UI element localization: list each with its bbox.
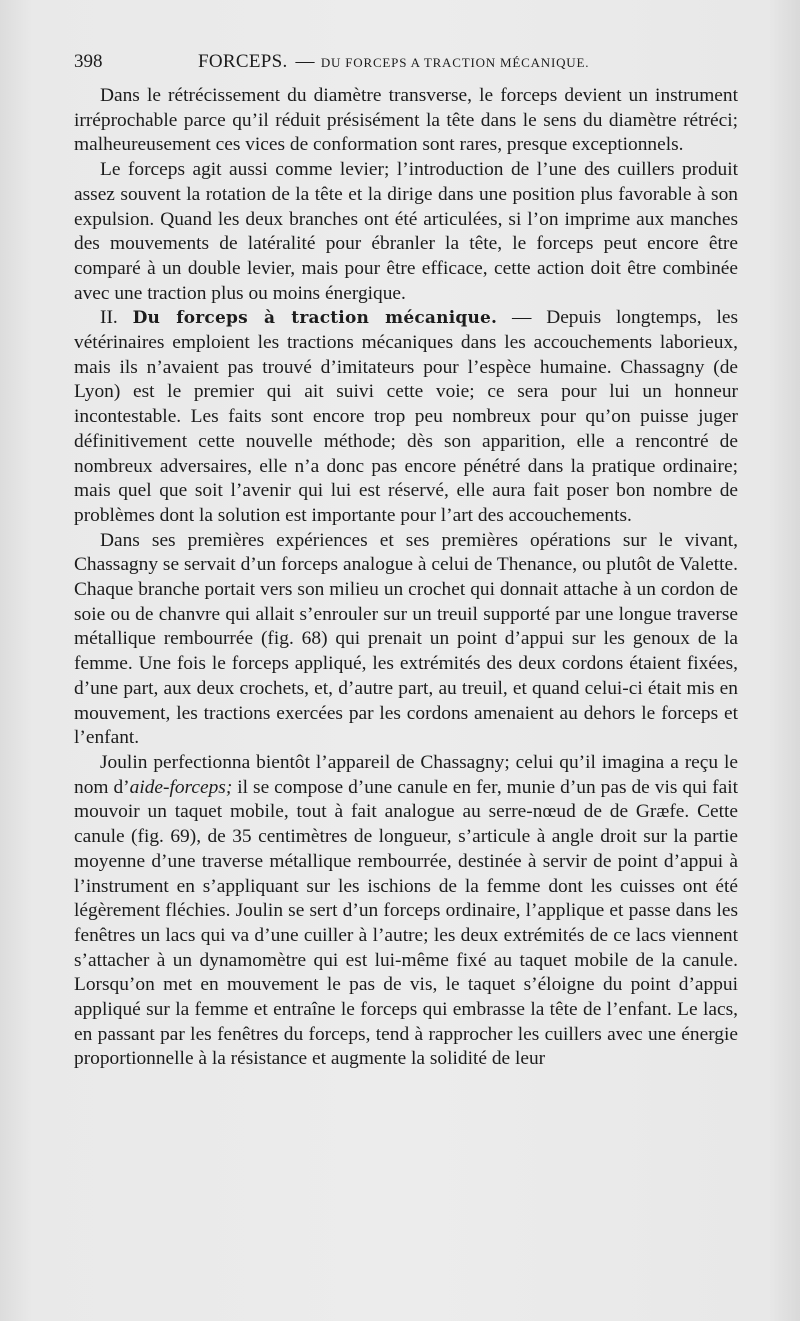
- paragraph-5-text-b: il se compose d’une canule en fer, munie d’un pas de vis qui fait mouvoir un taquet mobile, tout à fait analogue au serre-nœud de de Græfe. Cette canule (fig. 69), de 35 centimètres de longueur, s’articule à angle droit sur la partie moyenne d’une traverse métallique rembourrée, destinée à servir de point d’appui à l’instrument en s’appliquant sur les ischions de la femme dont les cuisses ont été légèrement fléchies. Joulin se sert d’un forceps ordinaire, l’applique et passe dans les fenêtres un lacs qui va d’une cuiller à l’autre; les deux extrémités de ce lacs viennent s’attacher à un dynamomètre qui est lui-même fixé au taquet mobile de la canule. Lorsqu’on met en mouvement le pas de vis, le taquet s’éloigne du point d’appui appliqué sur la femme et entraîne le forceps qui embrasse la tête de l’enfant. Le lacs, en passant par les fenêtres du forceps, tend à rapprocher les cuillers avec une énergie proportionnelle à la résistance et augmente la solidité de leur: [74, 776, 738, 1070]
- paragraph-5-text-a: Joulin perfectionna bientôt l’appareil de Chassagny; celui qu’il imagina a reçu le nom d’: [74, 751, 738, 798]
- paragraph-5: [74, 751, 738, 1072]
- section-heading: Du forceps à traction mécanique.: [132, 308, 498, 329]
- paragraph-3: [74, 306, 738, 528]
- running-title-dash: —: [295, 51, 315, 72]
- paragraph-1: Dans le rétrécissement du diamètre transverse, le forceps devient un instrument irréprochable parce qu’il réduit présisément la tête dans le sens du diamètre rétréci; malheureusement ces vices de conformation sont rares, presque exceptionnels.: [74, 85, 738, 156]
- running-header: [74, 48, 738, 76]
- section-numeral: II.: [100, 307, 118, 329]
- body-text: [74, 84, 738, 1072]
- paragraph-4: Dans ses premières expériences et ses premières opérations sur le vivant, Chassagny se servait d’un forceps analogue à celui de Thenance, ou plutôt de Valette. Chaque branche portait vers son milieu un crochet qui donnait attache à un cordon de soie ou de chanvre qui allait s’enrouler sur un treuil supporté par une longue traverse métallique rembourrée (fig. 68) qui prenait un point d’appui sur les genoux de la femme. Une fois le forceps appliqué, les extrémités des deux cordons étaient fixées, d’une part, aux deux crochets, et, d’autre part, au treuil, et quand celui-ci était mis en mouvement, les tractions exercées par les cordons amenaient au dehors le forceps et l’enfant.: [74, 529, 738, 749]
- page-number: 398: [74, 51, 103, 72]
- running-title-main: FORCEPS.: [198, 51, 288, 72]
- paragraph-5-italic-term: aide-forceps;: [129, 776, 233, 798]
- running-title-subtitle: DU FORCEPS A TRACTION MÉCANIQUE.: [320, 55, 590, 70]
- paragraph-2: Le forceps agit aussi comme levier; l’introduction de l’une des cuillers produit assez souvent la rotation de la tête et la dirige dans une position plus favorable à son expulsion. Quand les deux branches ont été articulées, si l’on imprime aux manches des mouvements de latéralité pour ébranler la tête, le forceps peut encore être comparé à un double levier, mais pour être efficace, cette action doit être combinée avec une traction plus ou moins énergique.: [74, 159, 738, 304]
- paragraph-3-text: — Depuis longtemps, les vétérinaires emploient les tractions mécaniques dans les accouchements laborieux, mais ils n’avaient pas trouvé d’imitateurs pour l’espèce humaine. Chassagny (de Lyon) est le premier qui ait suivi cette voie; ce sera pour lui un honneur incontestable. Les faits sont encore trop peu nombreux pour qu’on puisse juger définitivement cette nouvelle méthode; dès son apparition, elle a rencontré de nombreux adversaires, elle n’a donc pas encore pénétré dans la pratique ordinaire; mais quel que soit l’avenir qui lui est réservé, elle aura fait poser bon nombre de problèmes dont la solution est importante pour l’art des accouchements.: [74, 307, 738, 526]
- running-title: [198, 48, 589, 77]
